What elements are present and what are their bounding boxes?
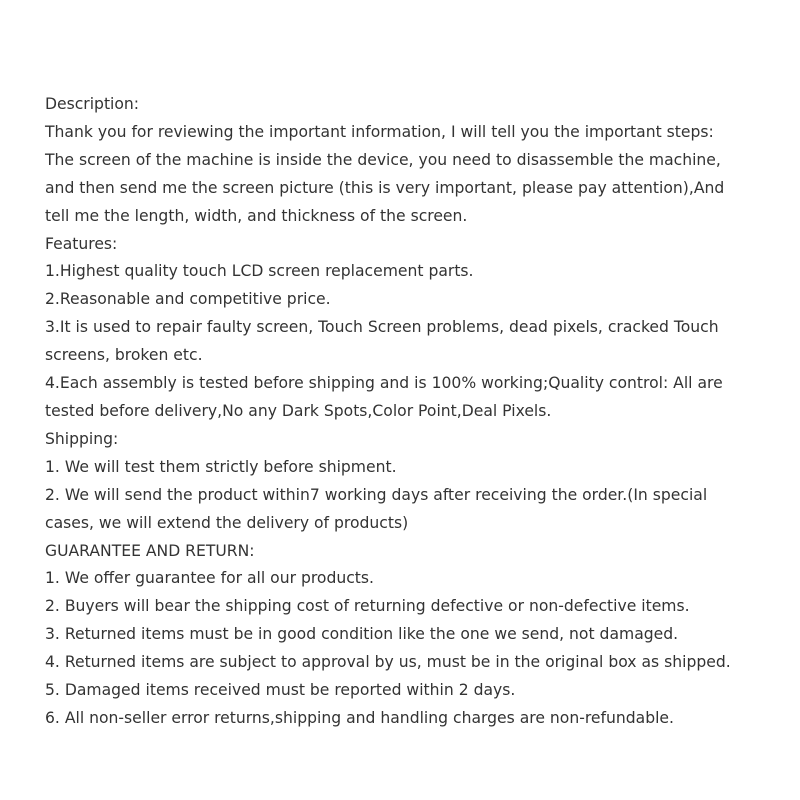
description-line: Thank you for reviewing the important information, I will tell you the important steps:: [45, 122, 714, 141]
description-heading: Description:: [45, 95, 140, 113]
shipping-line: cases, we will extend the delivery of products): [45, 513, 409, 532]
guarantee-line: 6. All non-seller error returns,shipping and handling charges are non-refundable.: [45, 708, 674, 727]
shipping-heading: Shipping:: [45, 429, 119, 448]
description-line: tell me the length, width, and thickness of the screen.: [45, 206, 468, 225]
guarantee-line: 2. Buyers will bear the shipping cost of returning defective or non-defective items.: [45, 597, 690, 616]
guarantee-heading: GUARANTEE AND RETURN:: [45, 541, 255, 560]
shipping-line: 1. We will test them strictly before shipment.: [45, 457, 397, 476]
features-line: 2.Reasonable and competitive price.: [45, 290, 331, 309]
description-line: The screen of the machine is inside the device, you need to disassemble the machine,: [45, 150, 721, 169]
features-line: 1.Highest quality touch LCD screen replacement parts.: [45, 262, 474, 281]
features-line: tested before delivery,No any Dark Spots,Color Point,Deal Pixels.: [45, 401, 552, 420]
description-line: and then send me the screen picture (this is very important, please pay attention),And: [45, 178, 725, 197]
guarantee-line: 5. Damaged items received must be reported within 2 days.: [45, 681, 516, 700]
guarantee-line: 3. Returned items must be in good condition like the one we send, not damaged.: [45, 625, 679, 644]
guarantee-line: 1. We offer guarantee for all our products.: [45, 569, 375, 588]
product-description-text: [45, 91, 785, 733]
shipping-line: 2. We will send the product within7 working days after receiving the order.(In special: [45, 485, 708, 504]
features-heading: Features:: [45, 234, 118, 253]
features-line: 3.It is used to repair faulty screen, Touch Screen problems, dead pixels, cracked Touch: [45, 318, 719, 337]
features-line: screens, broken etc.: [45, 346, 203, 365]
features-line: 4.Each assembly is tested before shipping and is 100% working;Quality control: All are: [45, 374, 723, 393]
guarantee-line: 4. Returned items are subject to approval by us, must be in the original box as shipped.: [45, 653, 731, 672]
